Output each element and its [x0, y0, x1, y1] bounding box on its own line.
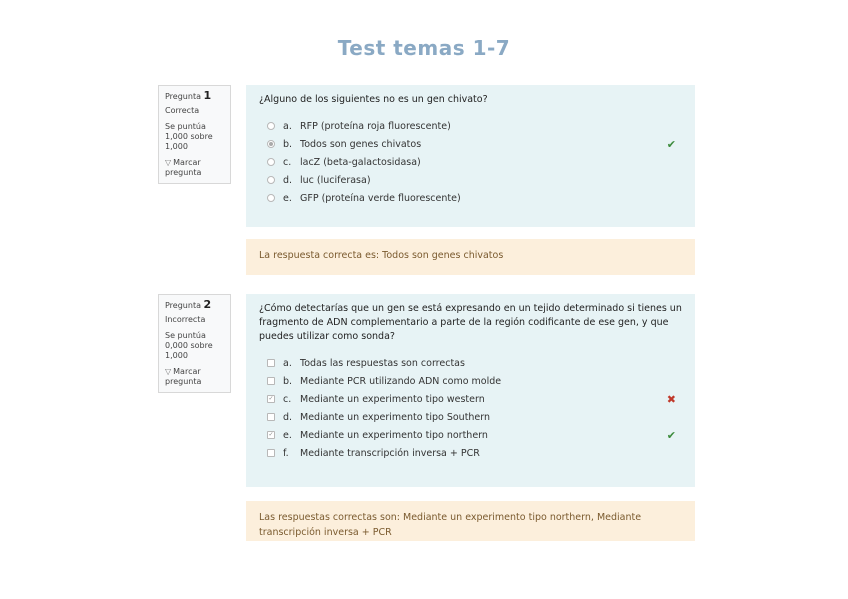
answer-text: Mediante PCR utilizando ADN como molde: [300, 375, 502, 387]
checkbox[interactable]: [267, 449, 275, 457]
answer-text: Mediante un experimento tipo western: [300, 393, 485, 405]
answer-text: Mediante transcripción inversa + PCR: [300, 447, 480, 459]
radio-button[interactable]: [267, 176, 275, 184]
answer-option-d[interactable]: [259, 171, 682, 189]
answer-letter: d.: [283, 411, 293, 423]
answer-option-b[interactable]: [259, 372, 682, 390]
page-title: Test temas 1-7: [337, 36, 511, 60]
answer-option-e[interactable]: [259, 426, 682, 444]
question-info-2: [158, 294, 231, 393]
answer-text: Mediante un experimento tipo northern: [300, 429, 488, 441]
checkbox[interactable]: [267, 377, 275, 385]
answer-text: Todas las respuestas son correctas: [300, 357, 465, 369]
answer-option-a[interactable]: [259, 117, 682, 135]
checkbox[interactable]: [267, 359, 275, 367]
flag-label: Marcar pregunta: [165, 367, 202, 386]
question-number-value: 1: [203, 89, 212, 102]
answer-letter: e.: [283, 429, 292, 441]
answer-list: [259, 354, 682, 462]
checkbox[interactable]: [267, 395, 275, 403]
answer-option-e[interactable]: [259, 189, 682, 207]
question-state: Correcta: [165, 106, 200, 115]
radio-button[interactable]: [267, 158, 275, 166]
question-label: Pregunta: [165, 92, 201, 101]
question-formulation-2: [246, 294, 695, 487]
answer-text: GFP (proteína verde fluorescente): [300, 192, 461, 204]
answer-letter: c.: [283, 156, 292, 168]
question-label: Pregunta: [165, 301, 201, 310]
answer-letter: c.: [283, 393, 292, 405]
answer-option-f[interactable]: [259, 444, 682, 462]
answer-letter: a.: [283, 120, 292, 132]
question-text: ¿Cómo detectarías que un gen se está expresando en un tejido determinado si tienes un fragmento de ADN complementario a parte de la región codificante de ese gen, y que puedes utilizar como sonda?: [259, 303, 682, 342]
answer-letter: f.: [283, 447, 289, 459]
answer-letter: b.: [283, 138, 293, 150]
radio-button[interactable]: [267, 140, 275, 148]
answer-text: Mediante un experimento tipo Southern: [300, 411, 491, 423]
checkbox[interactable]: [267, 413, 275, 421]
answer-letter: e.: [283, 192, 292, 204]
answer-text: luc (luciferasa): [300, 174, 371, 186]
flag-icon: ▽: [165, 158, 172, 167]
answer-letter: b.: [283, 375, 293, 387]
answer-option-c[interactable]: [259, 153, 682, 171]
radio-button[interactable]: [267, 122, 275, 130]
question-number: [165, 91, 224, 102]
flag-question-link[interactable]: [165, 367, 224, 387]
question-info-1: [158, 85, 231, 184]
flag-label: Marcar pregunta: [165, 158, 202, 177]
answer-letter: d.: [283, 174, 293, 186]
answer-list: [259, 117, 682, 207]
flag-icon: ▽: [165, 367, 172, 376]
question-grade: Se puntúa 0,000 sobre 1,000: [165, 331, 213, 360]
feedback-1: La respuesta correcta es: Todos son genes chivatos: [246, 239, 695, 275]
incorrect-cross-icon: ✖: [666, 392, 676, 406]
question-text: ¿Alguno de los siguientes no es un gen chivato?: [259, 94, 488, 105]
question-state: Incorrecta: [165, 315, 206, 324]
flag-question-link[interactable]: [165, 158, 224, 178]
radio-button[interactable]: [267, 194, 275, 202]
answer-option-b[interactable]: [259, 135, 682, 153]
answer-letter: a.: [283, 357, 292, 369]
answer-option-a[interactable]: [259, 354, 682, 372]
question-formulation-1: [246, 85, 695, 227]
answer-option-d[interactable]: [259, 408, 682, 426]
correct-check-icon: ✔: [666, 137, 676, 151]
question-number: [165, 300, 224, 311]
answer-text: lacZ (beta-galactosidasa): [300, 156, 421, 168]
answer-option-c[interactable]: [259, 390, 682, 408]
question-number-value: 2: [203, 298, 212, 311]
correct-check-icon: ✔: [666, 428, 676, 442]
answer-text: Todos son genes chivatos: [300, 138, 422, 150]
answer-text: RFP (proteína roja fluorescente): [300, 120, 451, 132]
feedback-2: Las respuestas correctas son: Mediante un experimento tipo northern, Mediante transcripción inversa + PCR: [246, 501, 695, 541]
checkbox[interactable]: [267, 431, 275, 439]
question-grade: Se puntúa 1,000 sobre 1,000: [165, 122, 213, 151]
